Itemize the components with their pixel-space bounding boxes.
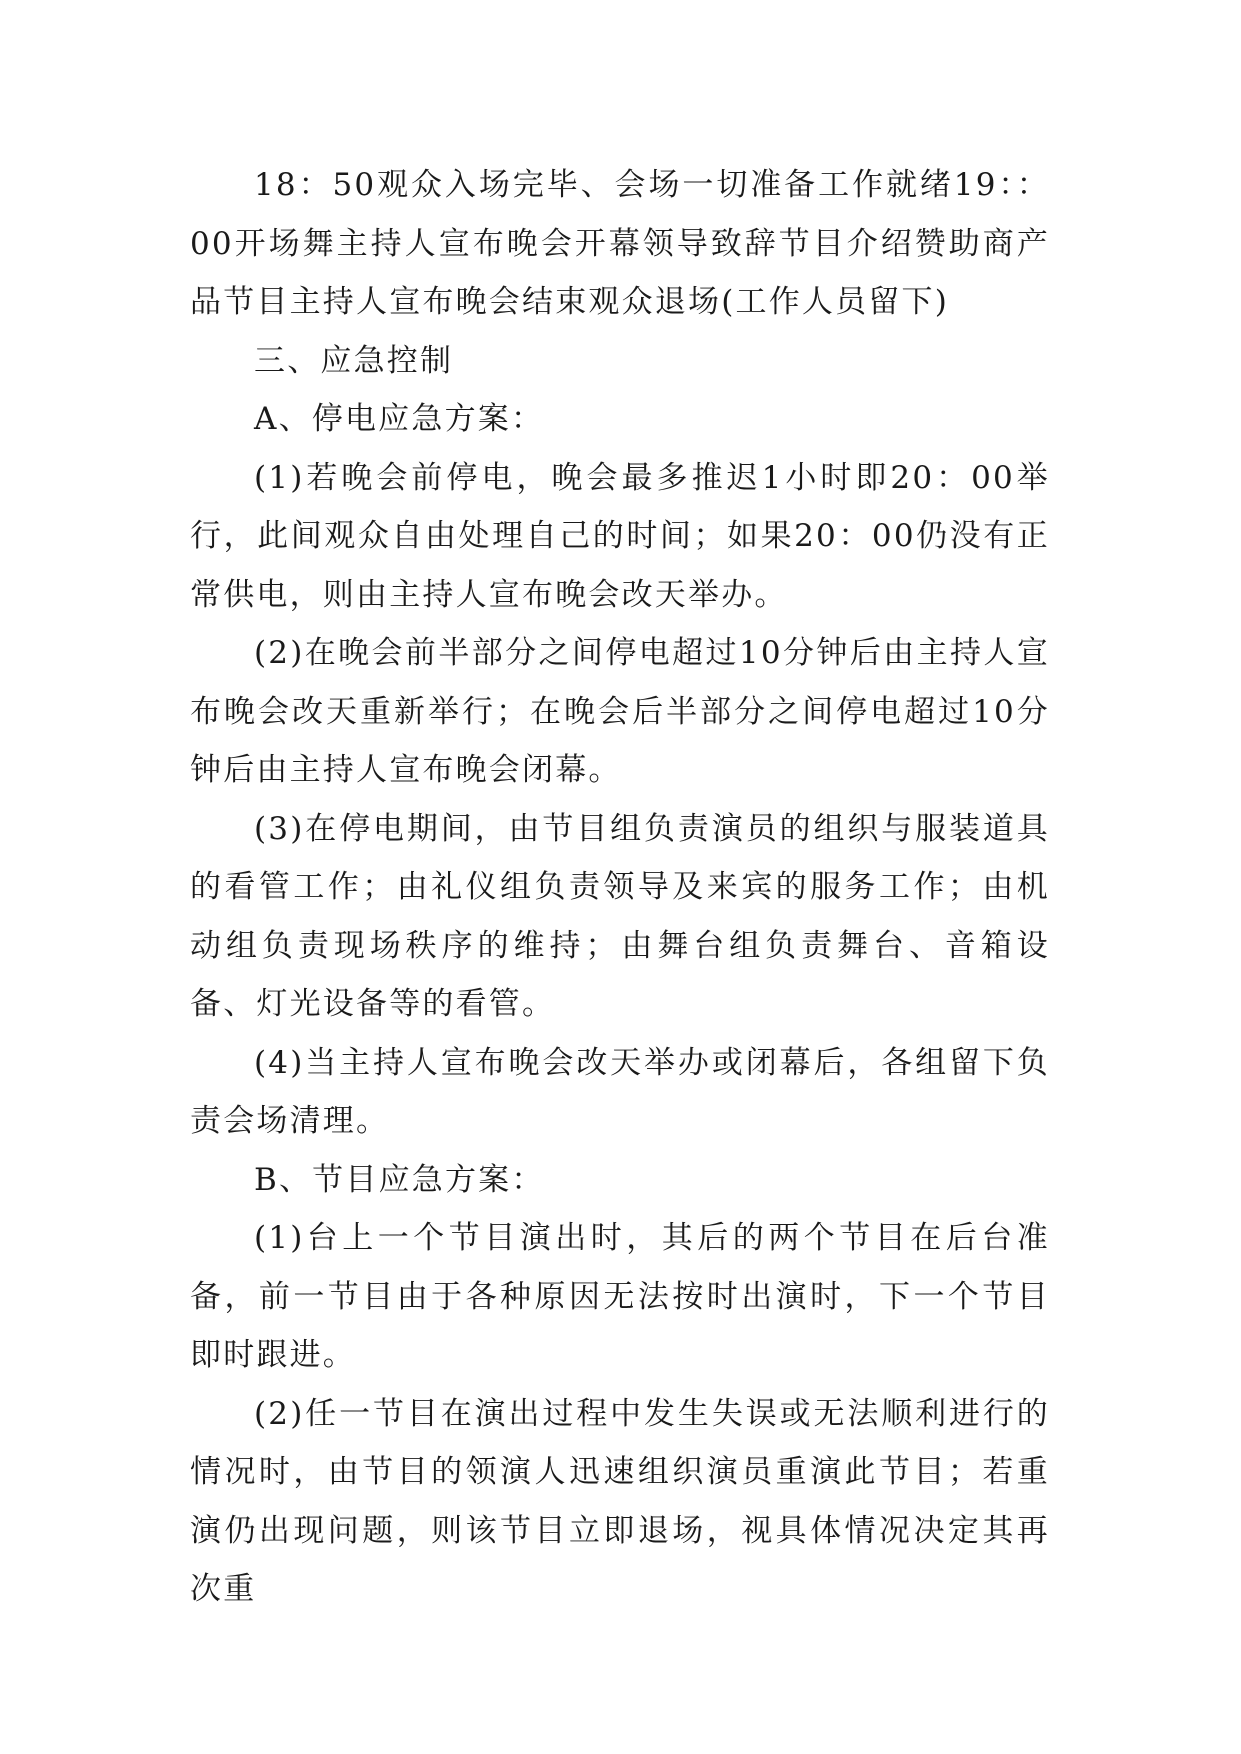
document-body: [190, 156, 1050, 1619]
subheading-program-plan: B、节目应急方案：: [254, 1161, 545, 1198]
section-heading-emergency-control: 三、应急控制: [254, 342, 454, 379]
paragraph-outage-item-4: (4)当主持人宣布晚会改天举办或闭幕后，各组留下负责会场清理。: [190, 1044, 1050, 1139]
paragraph-program-item-1: (1)台上一个节目演出时，其后的两个节目在后台准备，前一节目由于各种原因无法按时出演时，下一个节目即时跟进。: [190, 1220, 1050, 1373]
paragraph-outage-item-1: (1)若晚会前停电，晚会最多推迟1小时即20：00举行，此间观众自由处理自己的时间；如果20：00仍没有正常供电，则由主持人宣布晚会改天举办。: [190, 459, 1050, 613]
paragraph-schedule: 18：50观众入场完毕、会场一切准备工作就绪19：：00开场舞主持人宣布晚会开幕领导致辞节目介绍赞助商产品节目主持人宣布晚会结束观众退场(工作人员留下): [190, 167, 1050, 320]
paragraph-program-item-2: (2)任一节目在演出过程中发生失误或无法顺利进行的情况时，由节目的领演人迅速组织演员重演此节目；若重演仍出现问题，则该节目立即退场，视具体情况决定其再次重: [190, 1395, 1050, 1607]
paragraph-outage-item-2: (2)在晚会前半部分之间停电超过10分钟后由主持人宣布晚会改天重新举行；在晚会后半部分之间停电超过10分钟后由主持人宣布晚会闭幕。: [190, 635, 1050, 788]
subheading-power-outage-plan: A、停电应急方案：: [254, 401, 545, 437]
paragraph-outage-item-3: (3)在停电期间，由节目组负责演员的组织与服装道具的看管工作；由礼仪组负责领导及来宾的服务工作；由机动组负责现场秩序的维持；由舞台组负责舞台、音箱设备、灯光设备等的看管。: [190, 810, 1050, 1022]
